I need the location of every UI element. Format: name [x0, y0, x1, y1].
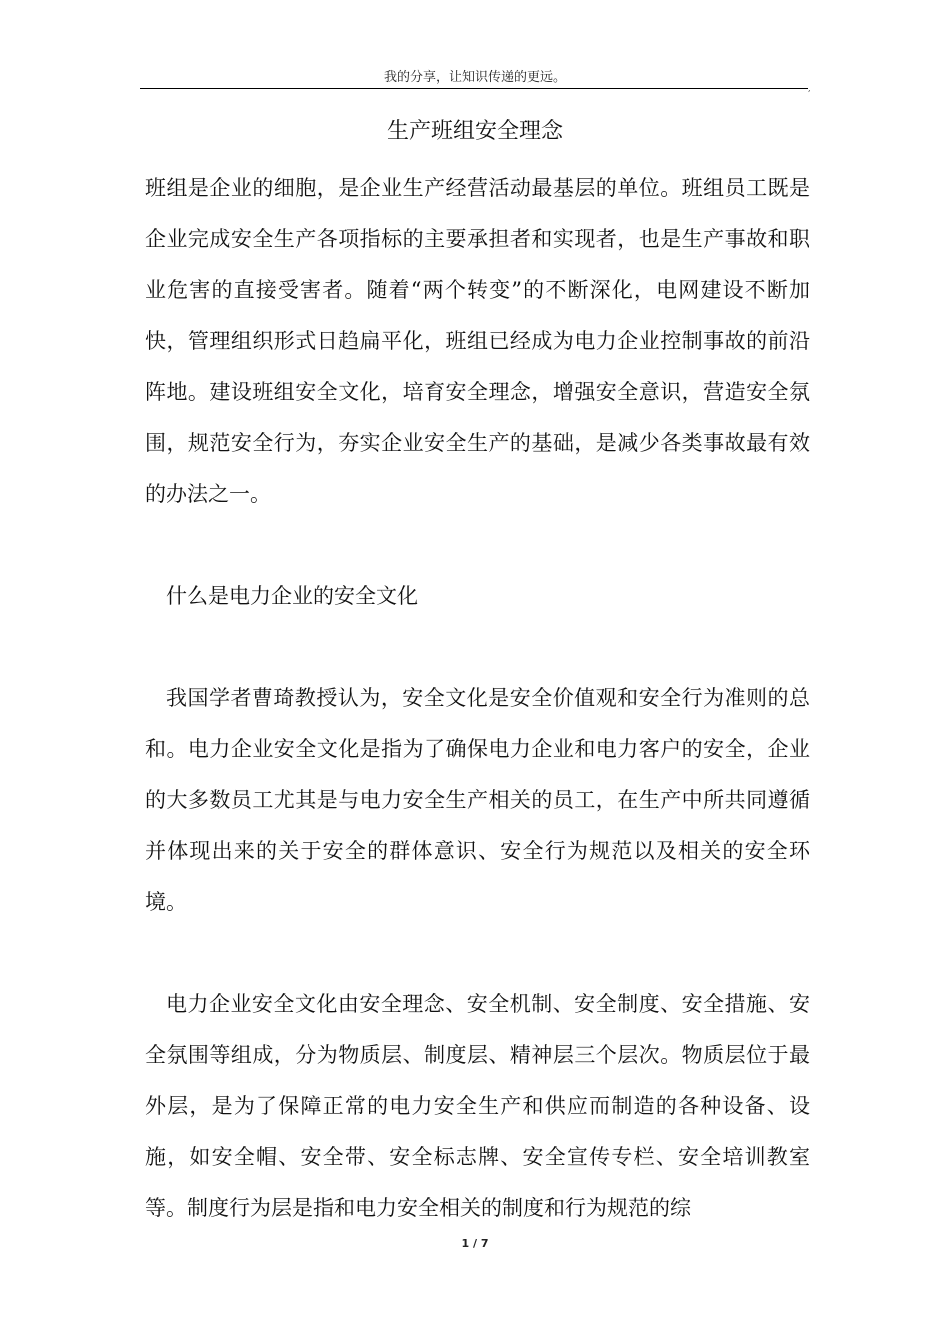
paragraph-definition: 我国学者曹琦教授认为，安全文化是安全价值观和安全行为准则的总和。电力企业安全文化是指为了确保电力企业和电力客户的安全，企业的大多数员工尤其是与电力安全生产相关的员工，在生产中所共同遵循并体现出来的关于安全的群体意识、安全行为规范以及相关的安全环境。 [145, 686, 810, 914]
document-title: 生产班组安全理念 [386, 119, 563, 144]
section-heading: 什么是电力企业的安全文化 [166, 584, 418, 608]
page-number: 1 / 7 [461, 1237, 489, 1250]
paragraph-spacer [145, 928, 810, 979]
paragraph-composition: 电力企业安全文化由安全理念、安全机制、安全制度、安全措施、安全氛围等组成，分为物质层、制度层、精神层三个层次。物质层位于最外层，是为了保障正常的电力安全生产和供应而制造的各种设备、设施，如安全帽、安全带、安全标志牌、安全宣传专栏、安全培训教室等。制度行为层是指和电力安全相关的制度和行为规范的综 [145, 992, 810, 1220]
document-body [145, 163, 810, 1234]
paragraph-spacer [145, 622, 810, 673]
paragraph-spacer [145, 520, 810, 571]
header-rule-end-mark: , [808, 84, 811, 93]
page-header-text: 我的分享，让知识传递的更远。 [383, 70, 566, 85]
paragraph-intro: 班组是企业的细胞，是企业生产经营活动最基层的单位。班组员工既是企业完成安全生产各项指标的主要承担者和实现者，也是生产事故和职业危害的直接受害者。随着“两个转变”的不断深化，电网建设不断加快，管理组织形式日趋扁平化，班组已经成为电力企业控制事故的前沿阵地。建设班组安全文化，培育安全理念，增强安全意识，营造安全氛围，规范安全行为，夯实企业安全生产的基础，是减少各类事故最有效的办法之一。 [145, 176, 810, 506]
header-divider [140, 88, 808, 89]
